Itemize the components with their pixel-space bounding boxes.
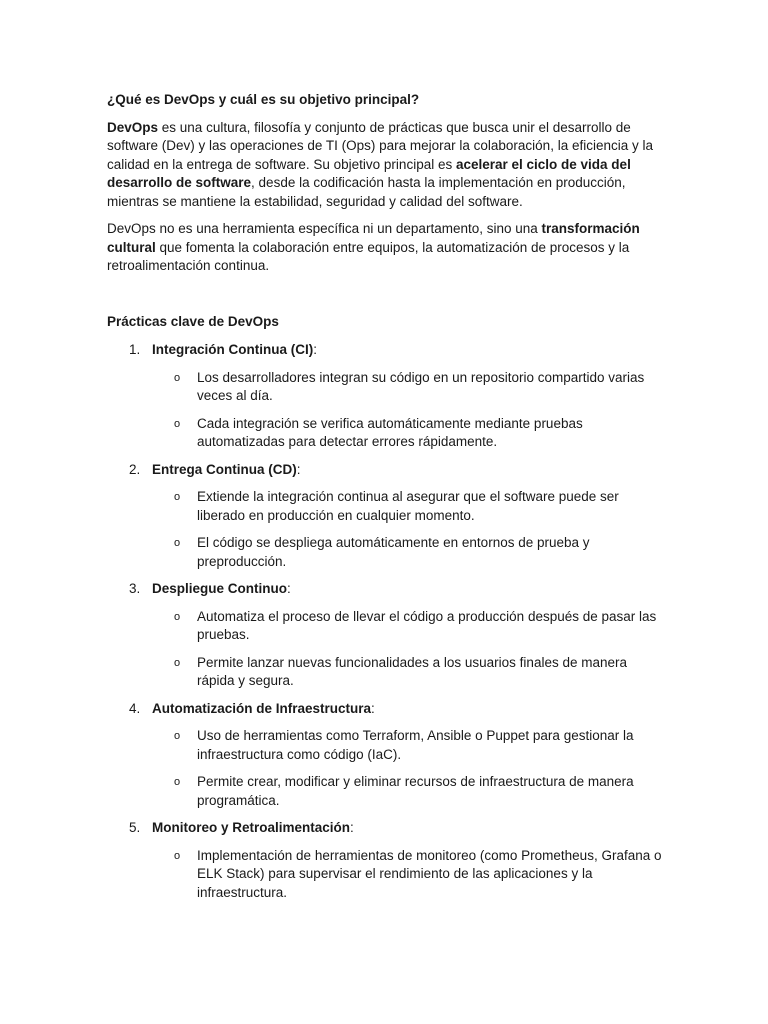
practice-sub-list — [107, 488, 668, 571]
sub-list-item — [107, 773, 668, 810]
sub-item-text: Los desarrolladores integran su código en un repositorio compartido varias veces al día. — [197, 369, 645, 403]
practice-heading — [107, 461, 668, 480]
practice-sub-list — [107, 847, 668, 903]
hollow-bullet-icon: o — [174, 371, 181, 384]
sub-list-item — [107, 847, 668, 903]
hollow-bullet-icon: o — [174, 417, 181, 430]
document-title: ¿Qué es DevOps y cuál es su objetivo principal? — [107, 92, 420, 107]
cultural-transformation-highlight: transformación cultural — [107, 221, 640, 255]
practice-sub-list — [107, 369, 668, 452]
practice-heading — [107, 580, 668, 599]
sub-list-item — [107, 488, 668, 525]
practice-title-suffix: : — [371, 700, 375, 716]
practice-number: 4. — [129, 700, 141, 716]
practice-title-suffix: : — [350, 820, 354, 835]
spacer — [107, 285, 668, 313]
practice-title: Despliegue Continuo — [152, 581, 287, 596]
sub-list-item — [107, 369, 668, 406]
practice-title: Integración Continua (CI) — [152, 342, 314, 357]
hollow-bullet-icon: o — [174, 610, 181, 623]
hollow-bullet-icon: o — [174, 537, 181, 549]
hollow-bullet-icon: o — [174, 656, 181, 669]
sub-item-text: Cada integración se verifica automáticamente mediante pruebas automatizadas para detectar errores rápidamente. — [197, 415, 583, 449]
objective-highlight: acelerar el ciclo de vida del desarrollo de software — [107, 156, 631, 190]
sub-item-text: Permite crear, modificar y eliminar recursos de infraestructura de manera programática. — [197, 774, 634, 808]
intro-paragraph-1: DevOps es una cultura, filosofía y conjunto de prácticas que busca unir el desarrollo de software (Dev) y las operaciones de TI (Ops) para mejorar la colaboración, la eficiencia y la calidad en la entrega de software. Su objetivo principal es acelerar el ciclo de vida del desarrollo de software, desde la codificación hasta la implementación en producción, mientras se mantiene la estabilidad, seguridad y calidad del software. — [107, 119, 653, 209]
practice-number: 5. — [129, 820, 141, 835]
sub-item-text: El código se despliega automáticamente en entornos de prueba y preproducción. — [197, 535, 590, 569]
section-title: Prácticas clave de DevOps — [107, 313, 279, 329]
practice-title-suffix: : — [287, 581, 291, 596]
practice-sub-list — [107, 727, 668, 810]
practice-item — [107, 819, 668, 902]
practice-title: Automatización de Infraestructura — [152, 700, 372, 716]
practice-number: 1. — [129, 342, 141, 357]
sub-list-item — [107, 654, 668, 691]
sub-list-item — [107, 608, 668, 645]
sub-list-item — [107, 727, 668, 764]
sub-list-item — [107, 415, 668, 452]
practice-heading — [107, 700, 668, 719]
sub-item-text: Uso de herramientas como Terraform, Ansible o Puppet para gestionar la infraestructura como código (IaC). — [197, 728, 634, 762]
practice-title: Entrega Continua (CD) — [152, 461, 297, 477]
practice-item — [107, 700, 668, 811]
practice-heading — [107, 341, 668, 360]
sub-item-text: Implementación de herramientas de monitoreo (como Prometheus, Grafana o ELK Stack) para supervisar el rendimiento de las aplicaciones y la infraestructura. — [197, 847, 662, 900]
practice-item — [107, 580, 668, 691]
practice-title-suffix: : — [313, 342, 318, 357]
hollow-bullet-icon: o — [174, 849, 181, 862]
hollow-bullet-icon: o — [174, 730, 181, 742]
sub-list-item — [107, 534, 668, 571]
practice-heading — [107, 819, 668, 838]
hollow-bullet-icon: o — [174, 491, 181, 503]
practice-item — [107, 461, 668, 572]
intro-paragraph-2: DevOps no es una herramienta específica ni un departamento, sino una transformación cultural que fomenta la colaboración entre equipos, la automatización de procesos y la retroalimentación continua. — [107, 221, 640, 273]
devops-term: DevOps — [107, 119, 159, 135]
practice-number: 3. — [129, 581, 141, 596]
practice-title: Monitoreo y Retroalimentación — [152, 820, 351, 835]
sub-item-text: Permite lanzar nuevas funcionalidades a los usuarios finales de manera rápida y segura. — [197, 654, 627, 688]
practice-item — [107, 341, 668, 452]
hollow-bullet-icon: o — [174, 776, 181, 788]
practice-sub-list — [107, 608, 668, 691]
sub-item-text: Automatiza el proceso de llevar el código a producción después de pasar las pruebas. — [197, 608, 657, 642]
practice-number: 2. — [129, 461, 141, 477]
sub-item-text: Extiende la integración continua al asegurar que el software puede ser liberado en producción en cualquier momento. — [197, 489, 619, 523]
practices-list — [107, 341, 668, 902]
practice-title-suffix: : — [296, 461, 301, 477]
